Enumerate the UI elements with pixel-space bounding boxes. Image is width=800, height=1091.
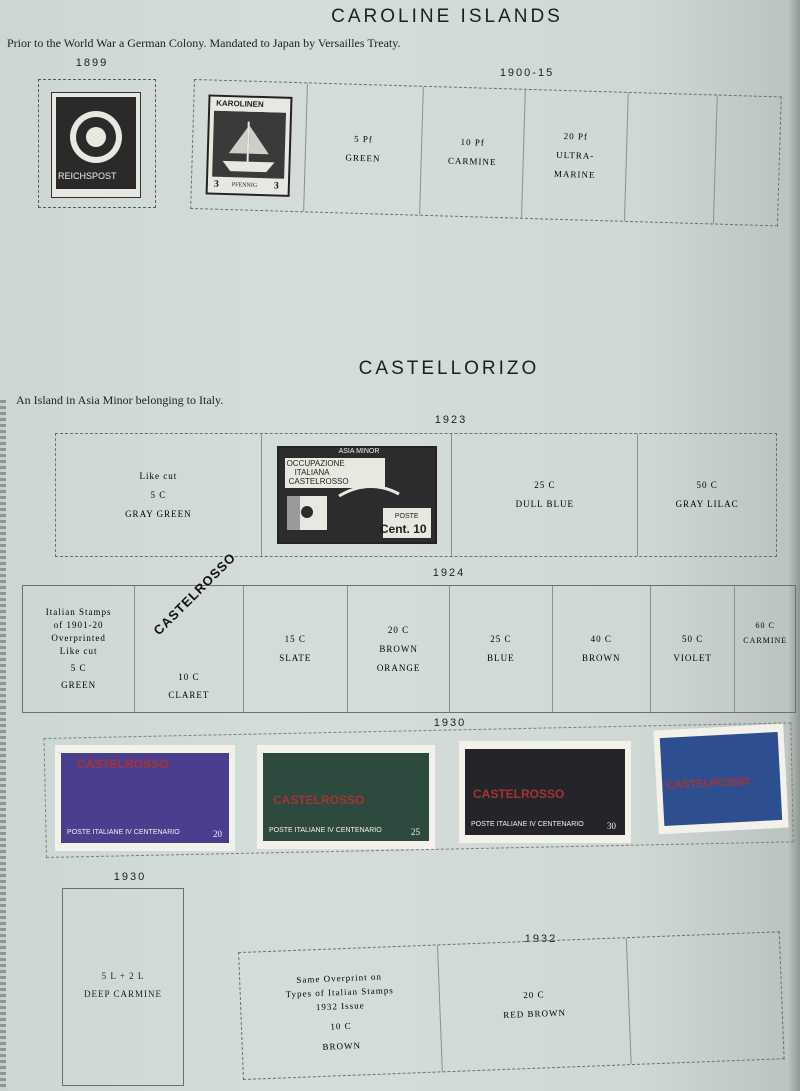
cut-overprint-3: CASTELROSSO xyxy=(288,477,349,486)
cell-50c-value: 50 C xyxy=(682,634,704,644)
space-1924-20c xyxy=(348,586,450,712)
stamp-1930-20-overprint: CASTELROSSO xyxy=(77,757,169,771)
binding-edge xyxy=(0,400,6,1090)
space-5pf xyxy=(304,83,424,214)
stamp-ship-top: KAROLINEN xyxy=(216,98,264,110)
space-1932-20c xyxy=(438,938,632,1071)
cell-20c-value: 20 C xyxy=(387,624,410,635)
space-1924-5c xyxy=(23,586,135,712)
stamp-ship-value-right: 3 xyxy=(273,180,279,192)
intro-value: 5 C xyxy=(70,663,87,673)
space-10pf-color: CARMINE xyxy=(447,155,497,168)
cell-40c-value: 40 C xyxy=(590,634,612,644)
space-1924-10c xyxy=(135,549,243,712)
space-1899 xyxy=(38,79,156,208)
space-1932-10c xyxy=(239,945,443,1079)
stamp-ship-value-left: 3 xyxy=(213,178,219,190)
space-1923-cut xyxy=(262,434,453,556)
row1932-c2-color: RED BROWN xyxy=(503,1007,567,1020)
cell-20c-color: BROWN xyxy=(379,643,418,654)
space-1930-5l xyxy=(62,888,184,1086)
space-blank-2 xyxy=(714,96,781,226)
space-ship-stamp xyxy=(191,80,308,211)
space-10pf xyxy=(420,87,527,218)
row1932-c2-value: 20 C xyxy=(523,989,545,1001)
stamp-1930-blue-overprint: CASTELROSSO xyxy=(665,775,751,792)
stamp-karolinen-3pf xyxy=(205,94,292,196)
space-1924-50c xyxy=(651,586,735,712)
stamp-1930-30-value: 30 xyxy=(607,821,616,831)
year-1932: 1932 xyxy=(524,933,558,945)
space-5pf-value: 5 Pf xyxy=(353,133,374,145)
intro-line-4: Like cut xyxy=(59,646,98,656)
row1932-line-3: 1932 Issue xyxy=(315,1000,365,1013)
intro-line-3: Overprinted xyxy=(51,633,106,643)
cell-60c-value: 60 C xyxy=(755,621,775,630)
ship-icon xyxy=(208,110,290,182)
stamp-1930-20 xyxy=(55,745,235,851)
space-1923-25c-value: 25 C xyxy=(534,480,556,490)
space-20pf-value: 20 Pf xyxy=(563,130,589,142)
stamp-1930-25-value: 25 xyxy=(411,827,420,837)
row1932-value: 10 C xyxy=(330,1020,352,1032)
space-5pf-color: GREEN xyxy=(345,152,381,164)
cut-top-label: ASIA MINOR xyxy=(338,448,380,455)
space-1924-15c xyxy=(244,586,348,712)
space-1923-25c-color: DULL BLUE xyxy=(515,499,575,509)
space-1923-5c xyxy=(56,434,262,556)
year-1923: 1923 xyxy=(434,414,468,426)
cell-15c-color: SLATE xyxy=(279,653,312,663)
ovr-value: 10 C xyxy=(178,672,200,682)
cell-20c-color2: ORANGE xyxy=(376,662,421,673)
cut-poste: POSTE xyxy=(394,513,419,520)
page-edge xyxy=(786,0,800,1091)
space-1923-50c-value: 50 C xyxy=(696,480,718,490)
stamp-1930-20-value: 20 xyxy=(213,829,222,839)
year-1924: 1924 xyxy=(432,567,466,579)
cell-50c-color: VIOLET xyxy=(673,653,712,663)
space-20pf xyxy=(522,90,629,221)
space-20pf-color: ULTRA- xyxy=(556,149,595,161)
cut-overprint-2: ITALIANA xyxy=(294,468,330,477)
cut-cent: Cent. 10 xyxy=(379,522,427,536)
cell-60c-color: CARMINE xyxy=(743,636,788,645)
space-10pf-value: 10 Pf xyxy=(460,136,486,148)
space-1923-50c-color: GRAY LILAC xyxy=(675,499,739,509)
space-1932-blank xyxy=(627,932,782,1064)
space-1923-25c xyxy=(452,434,638,556)
space-1923-value: 5 C xyxy=(150,489,167,500)
space-1923-color: GRAY GREEN xyxy=(125,508,192,519)
row1932-color: BROWN xyxy=(322,1040,362,1052)
stamp-1930-25 xyxy=(257,745,435,849)
stamp-1899-reichspost xyxy=(51,92,141,198)
intro-line-1: Italian Stamps xyxy=(45,607,112,617)
stamp-1930-25-caption: POSTE ITALIANE IV CENTENARIO xyxy=(269,827,382,834)
castellorizo-title: CASTELLORIZO xyxy=(358,358,540,379)
stamp-1930-30 xyxy=(459,741,631,843)
year-1899: 1899 xyxy=(75,57,109,69)
caroline-subtitle: Prior to the World War a German Colony. Mandated to Japan by Versailles Treaty. xyxy=(7,36,401,50)
stamp-1930-blue xyxy=(653,724,788,835)
row1932-line-2: Types of Italian Stamps xyxy=(285,985,394,1000)
ovr-color: CLARET xyxy=(168,690,210,700)
cut-asia-minor-stamp xyxy=(277,446,437,544)
year-1930-b: 1930 xyxy=(113,871,147,883)
space-1924-25c xyxy=(450,586,552,712)
stamp-1930-20-caption: POSTE ITALIANE IV CENTENARIO xyxy=(67,829,180,836)
space-1930-5l-color: DEEP CARMINE xyxy=(84,989,162,999)
space-1924-60c xyxy=(735,586,795,712)
space-1923-50c xyxy=(638,434,776,556)
year-1930: 1930 xyxy=(433,717,467,729)
cell-15c-value: 15 C xyxy=(284,634,306,644)
eagle-icon xyxy=(52,93,140,197)
space-1923-likecut: Like cut xyxy=(139,470,178,481)
row-1900-15 xyxy=(190,79,782,226)
row1932-line-1: Same Overprint on xyxy=(296,971,383,985)
cell-25c-color: BLUE xyxy=(487,653,515,663)
row-1932 xyxy=(238,931,785,1080)
cell-40c-color: BROWN xyxy=(582,653,621,663)
cut-overprint-1: OCCUPAZIONE xyxy=(286,459,345,468)
stamp-ship-bottom: PFENNIG xyxy=(231,182,258,189)
space-20pf-color2: MARINE xyxy=(553,168,596,180)
space-1924-40c xyxy=(553,586,651,712)
intro-color: GREEN xyxy=(61,680,97,690)
castelrosso-overprint-sample: CASTELROSSO xyxy=(150,549,240,639)
stamp-1930-30-overprint: CASTELROSSO xyxy=(473,787,565,801)
stamp-1899-label: REICHSPOST xyxy=(58,171,117,181)
stamp-1930-25-overprint: CASTELROSSO xyxy=(273,793,365,807)
space-1930-5l-value: 5 L + 2 L xyxy=(101,971,145,981)
intro-line-2: of 1901-20 xyxy=(53,620,104,630)
castellorizo-subtitle: An Island in Asia Minor belonging to Italy. xyxy=(16,393,224,407)
row-1923 xyxy=(55,433,777,557)
stamp-1930-30-caption: POSTE ITALIANE IV CENTENARIO xyxy=(471,821,584,828)
caroline-title: CAROLINE ISLANDS xyxy=(331,6,563,27)
year-1900-15: 1900-15 xyxy=(499,67,555,79)
cell-25c-value: 25 C xyxy=(490,634,512,644)
space-blank-1 xyxy=(625,93,718,224)
